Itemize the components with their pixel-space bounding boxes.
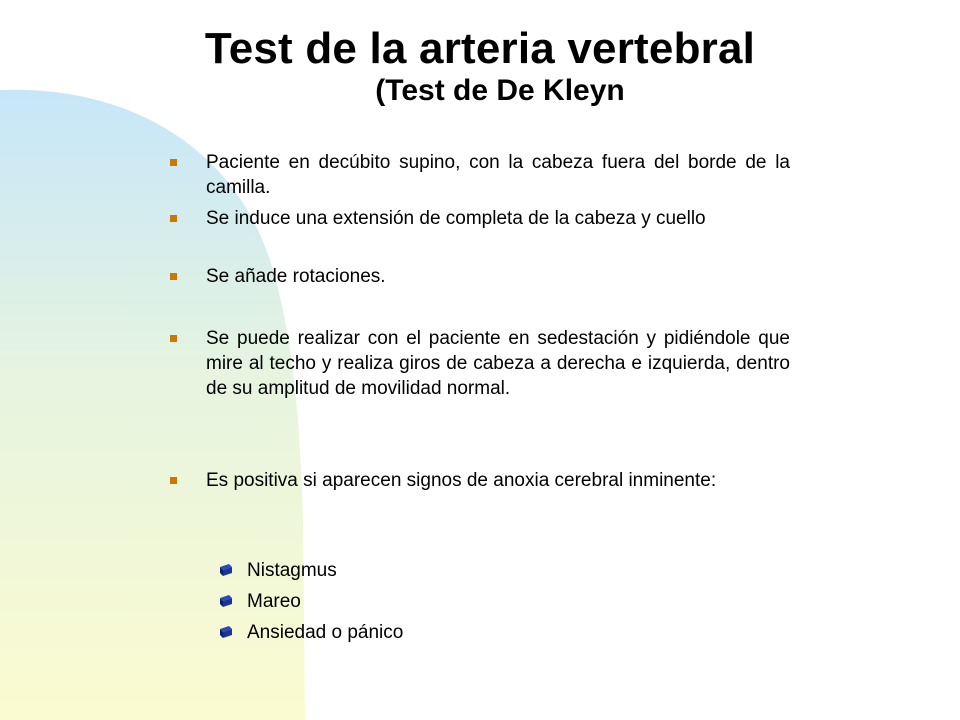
list-item-text: Se puede realizar con el paciente en sedestación y pidiéndole que mire al techo y realiza giros de cabeza a derecha e izquierda, dentro de su amplitud de movilidad normal. xyxy=(206,328,790,399)
diamond-bullet-icon xyxy=(220,626,232,638)
diamond-bullet-icon xyxy=(220,564,232,576)
slide-title-block xyxy=(60,24,900,108)
slide-title: Test de la arteria vertebral xyxy=(204,24,756,73)
slide-subtitle: (Test de De Kleyn xyxy=(375,74,625,107)
square-bullet-icon xyxy=(170,215,177,222)
sub-list-item-text: Mareo xyxy=(247,591,301,612)
list-item-text: Se induce una extensión de completa de la cabeza y cuello xyxy=(206,208,706,229)
square-bullet-icon xyxy=(170,273,177,280)
square-bullet-icon xyxy=(170,335,177,342)
list-item-text: Paciente en decúbito supino, con la cabeza fuera del borde de la camilla. xyxy=(206,152,790,198)
list-item-text: Es positiva si aparecen signos de anoxia cerebral inminente: xyxy=(206,470,717,491)
list-item-text: Se añade rotaciones. xyxy=(206,266,386,287)
diamond-bullet-icon xyxy=(220,595,232,607)
sub-list-item-text: Ansiedad o pánico xyxy=(247,622,404,643)
sub-list-item-text: Nistagmus xyxy=(247,560,337,581)
square-bullet-icon xyxy=(170,477,177,484)
square-bullet-icon xyxy=(170,159,177,166)
